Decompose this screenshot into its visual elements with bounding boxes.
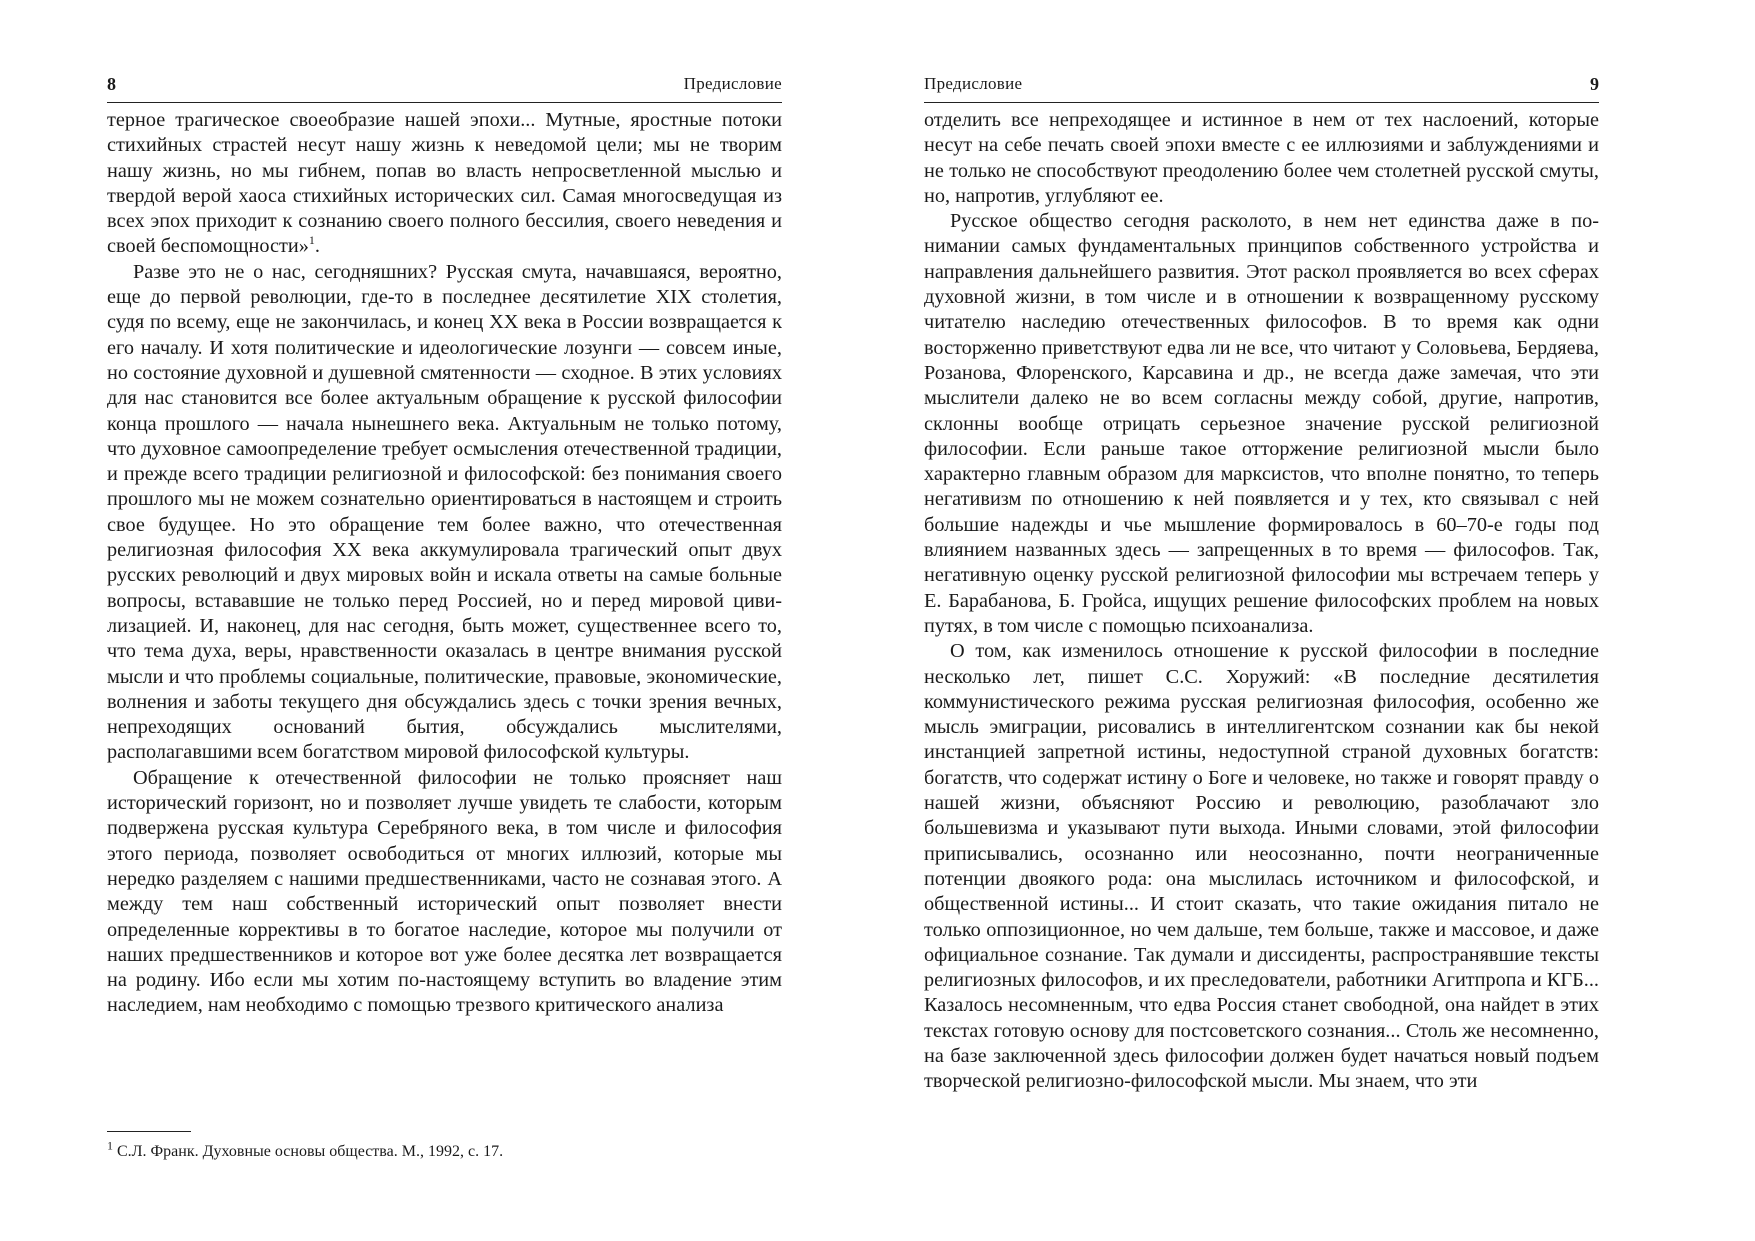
page-number-right: 9 — [1590, 74, 1599, 94]
footnote-text: С.Л. Франк. Духовные основы общества. М., 1992, с. 17. — [117, 1143, 504, 1160]
body-text-right — [924, 108, 1599, 1095]
paragraph: Разве это не о нас, сегодняшних? Русская смута, начавшаяся, вероятно, еще до первой революции, где-то в последнее десятилетие XIX столетия, судя по всему, еще не закончилась, и конец XX века в России возвращается к его началу. И хотя политические и идеологические лозунги — совсем иные, но состояние духовной и душевной смятенности — сходное. В этих условиях для нас становится все более актуальным обращение к русской философии конца прошлого — начала нынешнего века. Актуальным не только потому, что духовное самоопределение требует осмысления отечественной традиции, и прежде всего традиции религиозной и философской: без понимания своего прошлого мы не можем сознательно ориентироваться в настоящем и строить свое будущее. Но это обращение тем более важно, что отечественная религиозная философия XX века аккумулировала трагический опыт двух русских революций и двух мировых войн и искала ответы на самые больные вопросы, встававшие не только перед Россией, но и перед мировой цивилизацией. И, наконец, для нас сегодня, быть может, существеннее всего то, что тема духа, веры, нравственности оказалась в центре внимания русской мысли и что проблемы социальные, политические, правовые, экономические, волнения и заботы текущего дня обсуждались здесь с точки зрения вечных, непреходящих оснований бытия, обсуждались мыслителями, располагавшими всем богатством мировой философской культуры. — [107, 260, 782, 764]
footnote-marker: 1 — [107, 1138, 113, 1153]
footnote — [107, 1138, 782, 1162]
paragraph: терное трагическое своеобразие нашей эпохи... Мутные, яростные потоки стихийных страстей несут нашу жизнь к неведомой цели; мы не творим нашу жизнь, но мы гибнем, попав во власть непросветленной мыслью и твердой верой хаоса стихийных исторических сил. Самая многосведущая из всех эпох приходит к сознанию своего полного бессилия, своего неведения и своей беспомощности»$^1$. — [107, 109, 782, 258]
paragraph: Обращение к отечественной философии не только проясняет наш исторический горизонт, но и позволяет лучше увидеть те слабости, которым подвержена русская культура Серебряного века, в том числе и философия этого периода, позволяет освободиться от многих иллюзий, которые мы нередко разделяем с нашими предшественниками, часто не сознавая этого. А между тем наш собственный исторический опыт позволяет внести определенные коррективы в то богатое наследие, которое мы получили от наших предшественников и которое вот уже более десятка лет возвращается на родину. Ибо если мы хотим по-настоящему вступить во владение этим наследием, нам необходимо с помощью трезвого критического анализа — [107, 766, 782, 1017]
running-title-right: Предисловие — [924, 74, 1023, 93]
paragraph: О том, как изменилось отношение к русской философии в последние несколько лет, пишет С.С. Хоружий: «В последние десятилетия коммунистического режима русская религиозная философия, особенно же мысль эмиграции, рисовались в интеллигентском сознании как бы некой инстанцией запретной истины, недоступной страной духовных богатств: богатств, что содержат истину о Боге и человеке, но также и говорят правду о нашей жизни, объясняют Россию и революцию, разоблачают зло большевизма и указывают пути выхода. Иными словами, этой философии приписывались, осознанно или неосознанно, почти неограниченные потенции двоякого рода: она мыслилась источником и философской, и общественной истины... И стоит сказать, что такие ожидания питало не только оппозиционное, но чем дальше, тем больше, также и массовое, и даже официальное сознание. Так думали и диссиденты, распространявшие тексты религиозных философов, и их преследователи, работники Агитпропа и КГБ... Казалось несомненным, что едва Россия станет свободной, она найдет в этих текстах готовую основу для постсоветского сознания... Столь же несомненно, на базе заключенной здесь философии должен будет начаться новый подъем творческой религиозно-философской мысли. Мы знаем, что эти — [924, 640, 1599, 1093]
running-head-left — [107, 74, 782, 103]
running-title-left: Предисловие — [683, 74, 782, 93]
paragraph: отделить все непреходящее и истинное в нем от тех наслоений, которые несут на себе печать своей эпохи вместе с ее иллюзиями и заблуждениями и не только не способствуют преодолению более чем столетней русской смуты, но, напротив, углубляют ее. — [924, 109, 1599, 207]
footnote-reference[interactable]: 1 — [308, 233, 315, 248]
body-text-left — [107, 108, 782, 1019]
page-number-left: 8 — [107, 74, 116, 94]
running-head-right — [924, 74, 1599, 103]
footnote-divider — [107, 1131, 191, 1132]
paragraph: Русское общество сегодня расколото, в нем нет единства даже в понимании самых фундаментальных принципов собственного устройства и направления дальнейшего развития. Этот раскол проявляется во всех сферах духовной жизни, в том числе и в отношении к возвращенному русскому читателю наследию отечественных философов. В то время как одни восторженно приветствуют едва ли не все, что читают у Соловьева, Бердяева, Розанова, Флоренского, Карсавина и др., не всегда даже замечая, что эти мыслители далеко не во всем согласны между собой, другие, напротив, склонны вообще отрицать серьезное значение русской религиозной философии. Если раньше такое отторжение религиозной мысли было характерно главным образом для марксистов, что вполне понятно, то теперь негативизм по отношению к ней появляется и у тех, кто связывал с ней большие надежды и чье мышление формировалось в 60–70-е годы под влиянием названных здесь — запрещенных в то время — философов. Так, негативную оценку русской религиозной философии мы встречаем теперь у Е. Барабанова, Б. Гройса, ищущих решение философских проблем на новых путях, в том числе с помощью психоанализа. — [924, 210, 1599, 637]
